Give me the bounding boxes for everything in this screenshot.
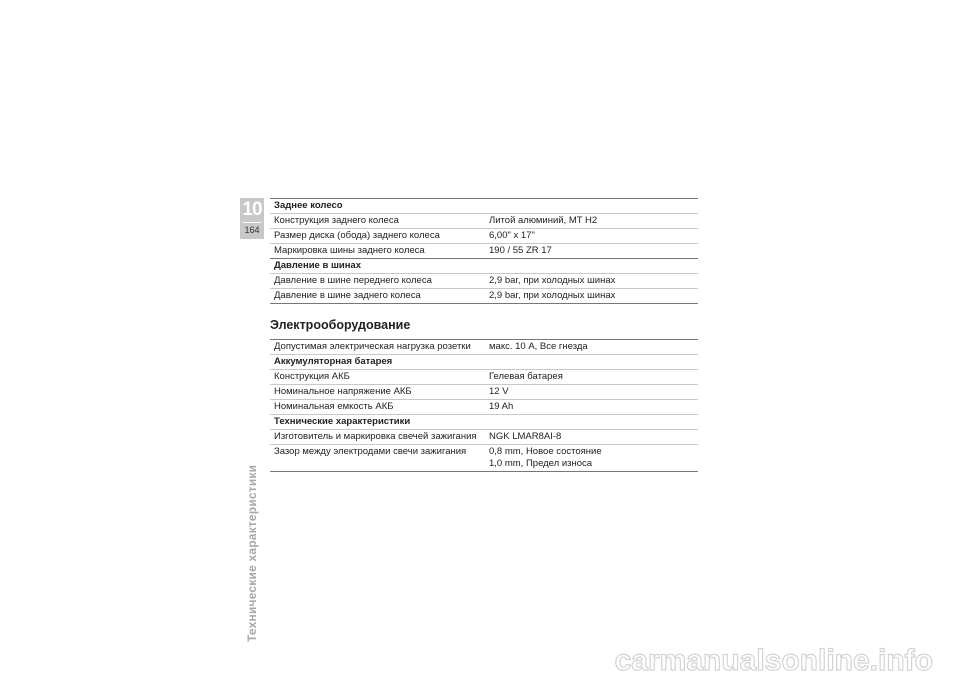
spec-content (270, 198, 698, 472)
table-row (270, 244, 698, 259)
chapter-divider (243, 222, 261, 223)
row-label: Номинальная емкость АКБ (274, 401, 394, 412)
row-value: NGK LMAR8AI-8 (489, 431, 562, 442)
section-heading-electrical: Электрооборудование (270, 318, 411, 332)
row-label: Размер диска (обода) заднего колеса (274, 230, 440, 241)
side-chapter-title-text: Технические характеристики (245, 464, 259, 642)
row-label: Конструкция АКБ (274, 371, 350, 382)
row-label: Допустимая электрическая нагрузка розетки (274, 341, 471, 352)
side-chapter-title (244, 452, 264, 642)
table-row (270, 445, 698, 472)
table-row (270, 229, 698, 244)
page-number: 164 (244, 225, 260, 235)
row-value: 2,9 bar, при холодных шинах (489, 275, 616, 286)
table-row (270, 430, 698, 445)
row-label: Давление в шине заднего колеса (274, 290, 421, 301)
table-row (270, 370, 698, 385)
row-value: 19 Ah (489, 401, 514, 412)
row-value (489, 446, 694, 470)
table-row (270, 214, 698, 229)
watermark-text: carmanualsonline.info (614, 644, 933, 677)
row-value: 190 / 55 ZR 17 (489, 245, 552, 256)
section-title-specs: Технические характеристики (270, 415, 698, 430)
chapter-tab (240, 198, 264, 239)
row-label: Изготовитель и маркировка свечей зажигания (274, 431, 477, 442)
row-label: Зазор между электродами свечи зажигания (274, 446, 467, 457)
row-value: Гелевая батарея (489, 371, 563, 382)
row-label: Конструкция заднего колеса (274, 215, 399, 226)
row-value: Литой алюминий, MT H2 (489, 215, 598, 226)
table-row (270, 274, 698, 289)
section-title-battery: Аккумуляторная батарея (270, 355, 698, 370)
section-title-tire-pressure: Давление в шинах (270, 259, 698, 274)
table-row (270, 289, 698, 304)
row-value: 6,00" x 17" (489, 230, 535, 241)
row-label: Номинальное напряжение АКБ (274, 386, 412, 397)
row-value-line: 1,0 mm, Предел износа (489, 458, 593, 469)
chapter-number: 10 (242, 199, 262, 220)
section-title-rear-wheel: Заднее колесо (270, 198, 698, 214)
row-value: макс. 10 A, Все гнезда (489, 341, 588, 352)
table-row (270, 385, 698, 400)
row-value: 2,9 bar, при холодных шинах (489, 290, 616, 301)
table-row (270, 400, 698, 415)
row-label: Давление в шине переднего колеса (274, 275, 432, 286)
row-label: Маркировка шины заднего колеса (274, 245, 425, 256)
table-row (270, 339, 698, 355)
row-value: 12 V (489, 386, 509, 397)
row-value-line: 0,8 mm, Новое состояние (489, 446, 602, 457)
